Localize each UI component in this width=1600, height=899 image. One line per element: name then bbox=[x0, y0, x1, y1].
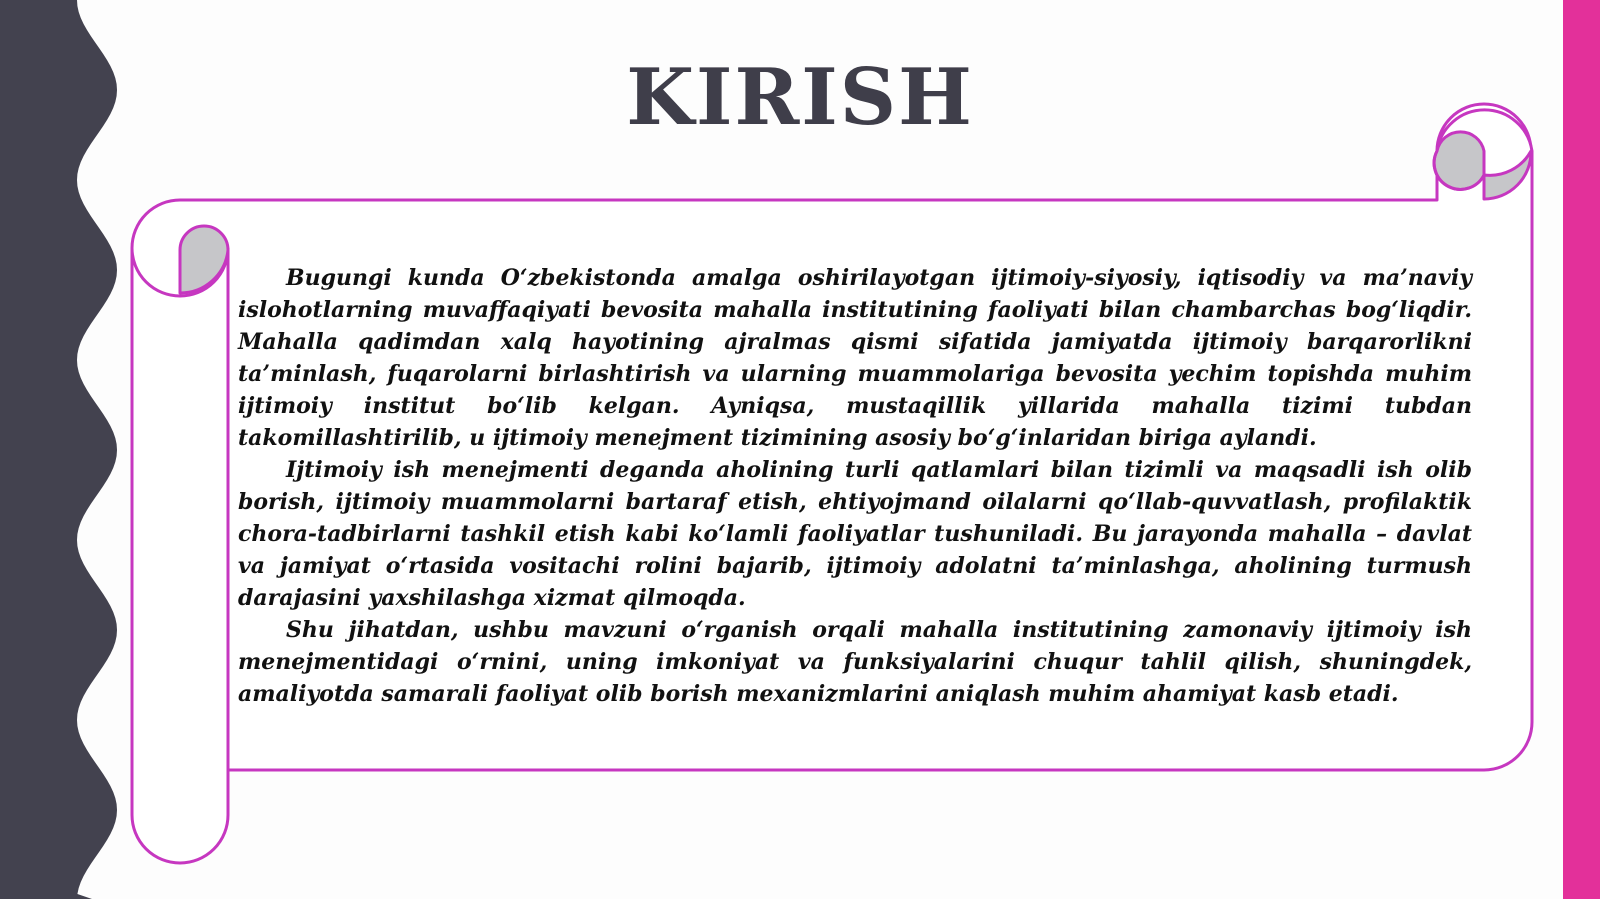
paragraph-1: Bugungi kunda O‘zbekistonda amalga oshirilayotgan ijtimoiy-siyosiy, iqtisodiy va ma’naviy islohotlarning muvaffaqiyati bevosita mahalla institutining faoliyati bilan chambarchas bog‘liqdir. Mahalla qadimdan xalq hayotining ajralmas qismi sifatida jamiyatda ijtimoiy barqarorlikni ta’minlash, fuqarolarni birlashtirish va ularning muammolariga bevosita yechim topishda muhim ijtimoiy institut bo‘lib kelgan. Ayniqsa, mustaqillik yillarida mahalla tizimi tubdan takomillashtirilib, u ijtimoiy menejment tizimining asosiy bo‘g‘inlaridan biriga aylandi. bbox=[238, 265, 1472, 451]
intro-text-block bbox=[238, 262, 1472, 710]
page-title: KIRISH bbox=[626, 52, 974, 143]
paragraph-3: Shu jihatdan, ushbu mavzuni o‘rganish orqali mahalla institutining zamonaviy ijtimoiy ish menejmentidagi o‘rnini, uning imkoniyat va funksiyalarini chuqur tahlil qilish, shuningdek, amaliyotda samarali faoliyat olib borish mexanizmlarini aniqlash muhim ahamiyat kasb etadi. bbox=[238, 617, 1472, 707]
paragraph-2: Ijtimoiy ish menejmenti deganda aholining turli qatlamlari bilan tizimli va maqsadli ish olib borish, ijtimoiy muammolarni bartaraf etish, ehtiyojmand oilalarni qo‘llab-quvvatlash, profilaktik chora-tadbirlarni tashkil etish kabi ko‘lamli faoliyatlar tushuniladi. Bu jarayonda mahalla – davlat va jamiyat o‘rtasida vositachi rolini bajarib, ijtimoiy adolatni ta’minlashga, aholining turmush darajasini yaxshilashga xizmat qilmoqda. bbox=[238, 457, 1472, 611]
